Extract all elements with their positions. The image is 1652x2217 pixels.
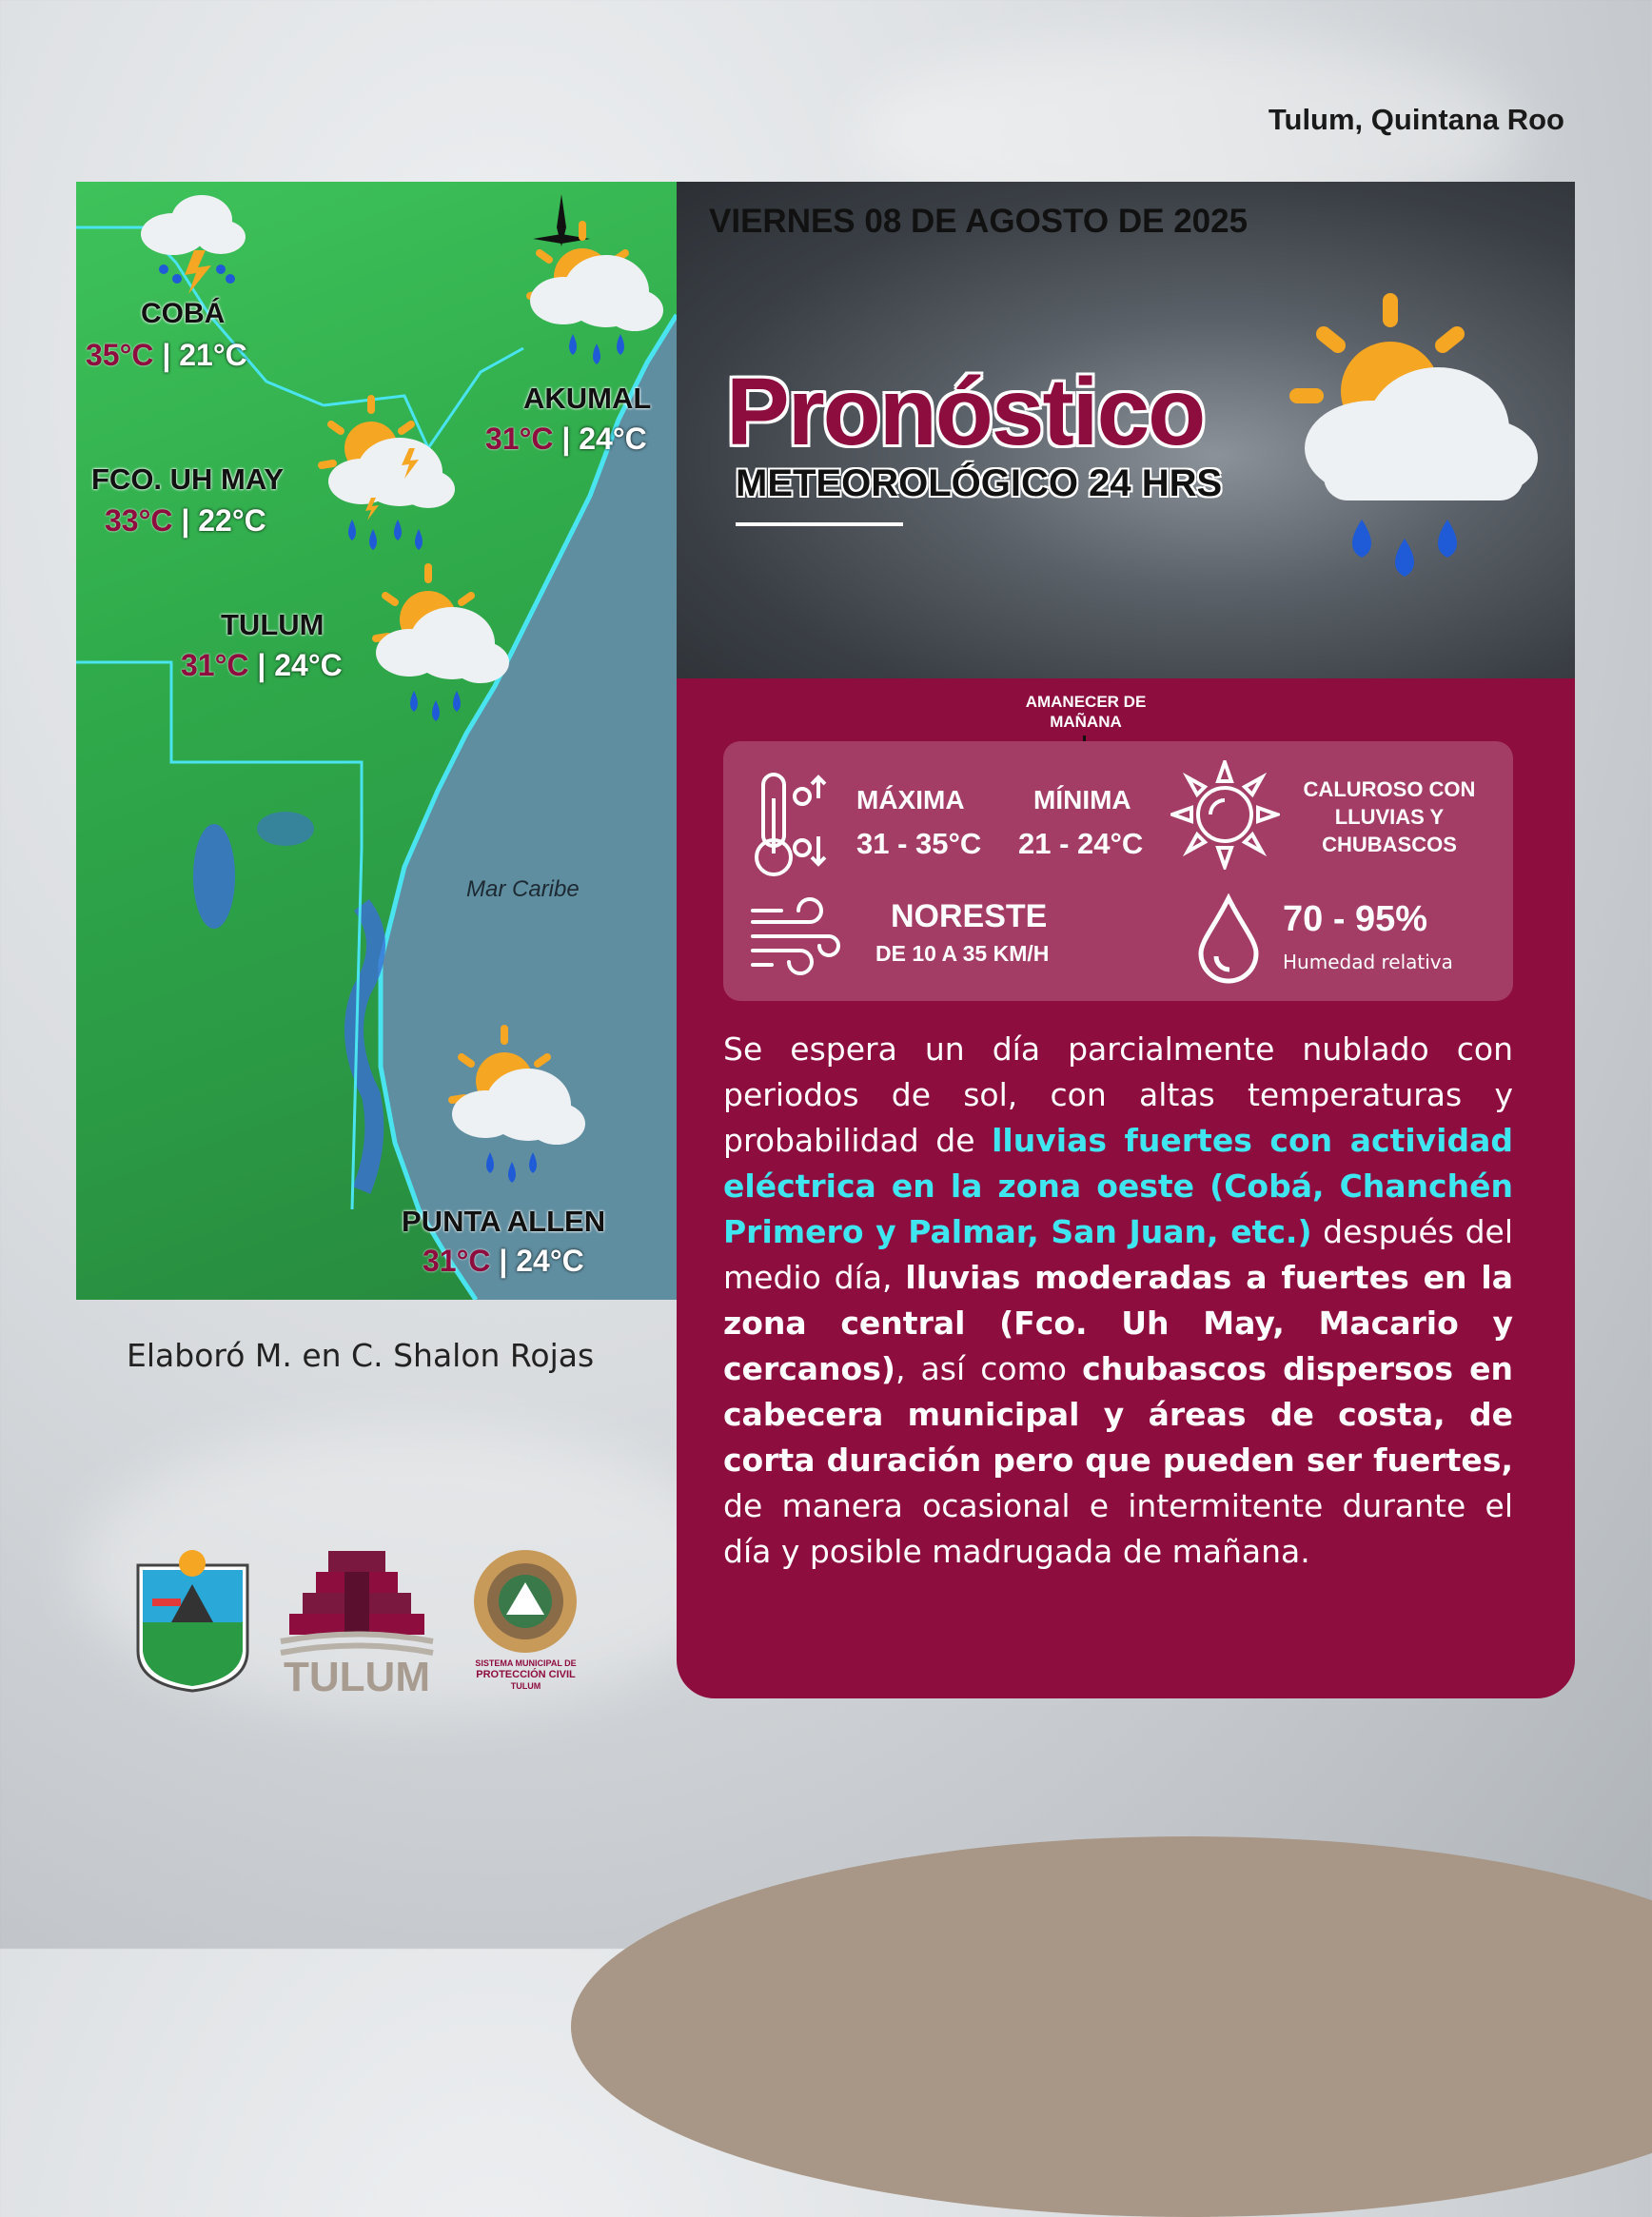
condition-line: LLUVIAS Y xyxy=(1334,805,1445,829)
city-high: 31°C xyxy=(181,648,249,682)
wind-speed: DE 10 A 35 KM/H xyxy=(875,941,1050,966)
condition-line: CHUBASCOS xyxy=(1322,833,1457,856)
city-name-coba: COBÁ xyxy=(141,298,226,329)
city-low: | 21°C xyxy=(162,338,247,372)
city-name-tulum: TULUM xyxy=(221,608,324,641)
stats-box xyxy=(723,741,1513,1001)
forecast-map xyxy=(76,182,677,1300)
title-underline xyxy=(736,522,903,526)
description-text: Se espera un día parcialmente nublado con periodos de sol, con altas temperaturas y probabilidad de xyxy=(723,1030,1513,1159)
sea-label: Mar Caribe xyxy=(466,876,580,902)
wind-icon xyxy=(748,893,843,979)
min-value: 21 - 24°C xyxy=(1018,827,1144,860)
condition-line: CALUROSO CON xyxy=(1303,777,1476,801)
city-temps-uh-may xyxy=(105,503,266,539)
hero-banner xyxy=(677,182,1575,678)
sun-storm-cloud-icon xyxy=(314,391,466,562)
storm-cloud-icon xyxy=(135,191,254,296)
tulum-logo-text: TULUM xyxy=(284,1654,430,1700)
logo-line: PROTECCIÓN CIVIL xyxy=(476,1669,576,1680)
humidity-value: 70 - 95% xyxy=(1283,899,1428,939)
proteccion-civil-logo xyxy=(466,1546,585,1656)
humidity-label: Humedad relativa xyxy=(1283,951,1453,973)
city-name-uh-may: FCO. UH MAY xyxy=(91,462,285,496)
water-drop-icon xyxy=(1195,893,1262,984)
description-text: después del medio día, xyxy=(723,1213,1513,1296)
thermometer-icon xyxy=(750,770,836,879)
sun-cloud-rain-icon xyxy=(438,1024,600,1195)
bottom-decoration xyxy=(571,1836,1652,2217)
city-high: 31°C xyxy=(423,1244,491,1278)
forecast-panel xyxy=(677,678,1575,1698)
city-low: | 22°C xyxy=(181,503,266,538)
city-name-akumal: AKUMAL xyxy=(523,382,652,415)
description-highlight: lluvias fuertes con actividad eléctrica en la zona oeste (Cobá, Chanchén Primero y Palmar, San Juan, etc.) xyxy=(723,1122,1513,1250)
city-high: 33°C xyxy=(105,503,173,538)
page-subtitle: METEOROLÓGICO 24 HRS xyxy=(736,462,1223,504)
city-temps-punta-allen xyxy=(423,1244,584,1279)
sun-cloud-rain-icon xyxy=(1286,286,1543,591)
forecast-date: VIERNES 08 DE AGOSTO DE 2025 xyxy=(709,203,1249,240)
city-low: | 24°C xyxy=(561,422,647,456)
max-value: 31 - 35°C xyxy=(856,827,982,860)
municipal-shield-logo xyxy=(133,1546,252,1694)
page-title: Pronóstico xyxy=(726,359,1205,465)
wind-direction: NORESTE xyxy=(891,898,1048,934)
city-temps-tulum xyxy=(181,648,343,683)
city-high: 35°C xyxy=(86,338,154,372)
city-temps-coba xyxy=(86,338,247,373)
condition-text xyxy=(1294,775,1485,858)
city-temps-akumal xyxy=(485,422,647,457)
description-text: de manera ocasional e intermitente durante el día y posible madrugada de mañana. xyxy=(723,1487,1513,1570)
description-text: , así como xyxy=(895,1350,1083,1387)
city-name-punta-allen: PUNTA ALLEN xyxy=(402,1205,606,1238)
city-low: | 24°C xyxy=(257,648,343,682)
sun-icon xyxy=(1170,760,1280,870)
forecast-description xyxy=(723,1027,1513,1575)
credit-text: Elaboró M. en C. Shalon Rojas xyxy=(127,1337,595,1374)
location-label: Tulum, Quintana Roo xyxy=(1268,103,1564,136)
sun-cloud-rain-icon xyxy=(362,562,523,734)
logo-line: TULUM xyxy=(510,1681,541,1691)
description-bold: chubascos dispersos en cabecera municipal y áreas de costa, de corta duración pero que pueden ser fuertes, xyxy=(723,1350,1513,1479)
proteccion-civil-text xyxy=(447,1658,604,1692)
logo-line: SISTEMA MUNICIPAL DE xyxy=(475,1658,577,1668)
sun-cloud-rain-icon xyxy=(516,210,677,382)
city-low: | 24°C xyxy=(499,1244,584,1278)
description-bold: lluvias moderadas a fuertes en la zona central (Fco. Uh May, Macario y cercanos) xyxy=(723,1259,1513,1387)
city-high: 31°C xyxy=(485,422,554,456)
min-label: MÍNIMA xyxy=(1033,785,1131,814)
max-label: MÁXIMA xyxy=(856,785,965,814)
sunrise-note: AMANECER DE MAÑANA xyxy=(1025,693,1147,731)
